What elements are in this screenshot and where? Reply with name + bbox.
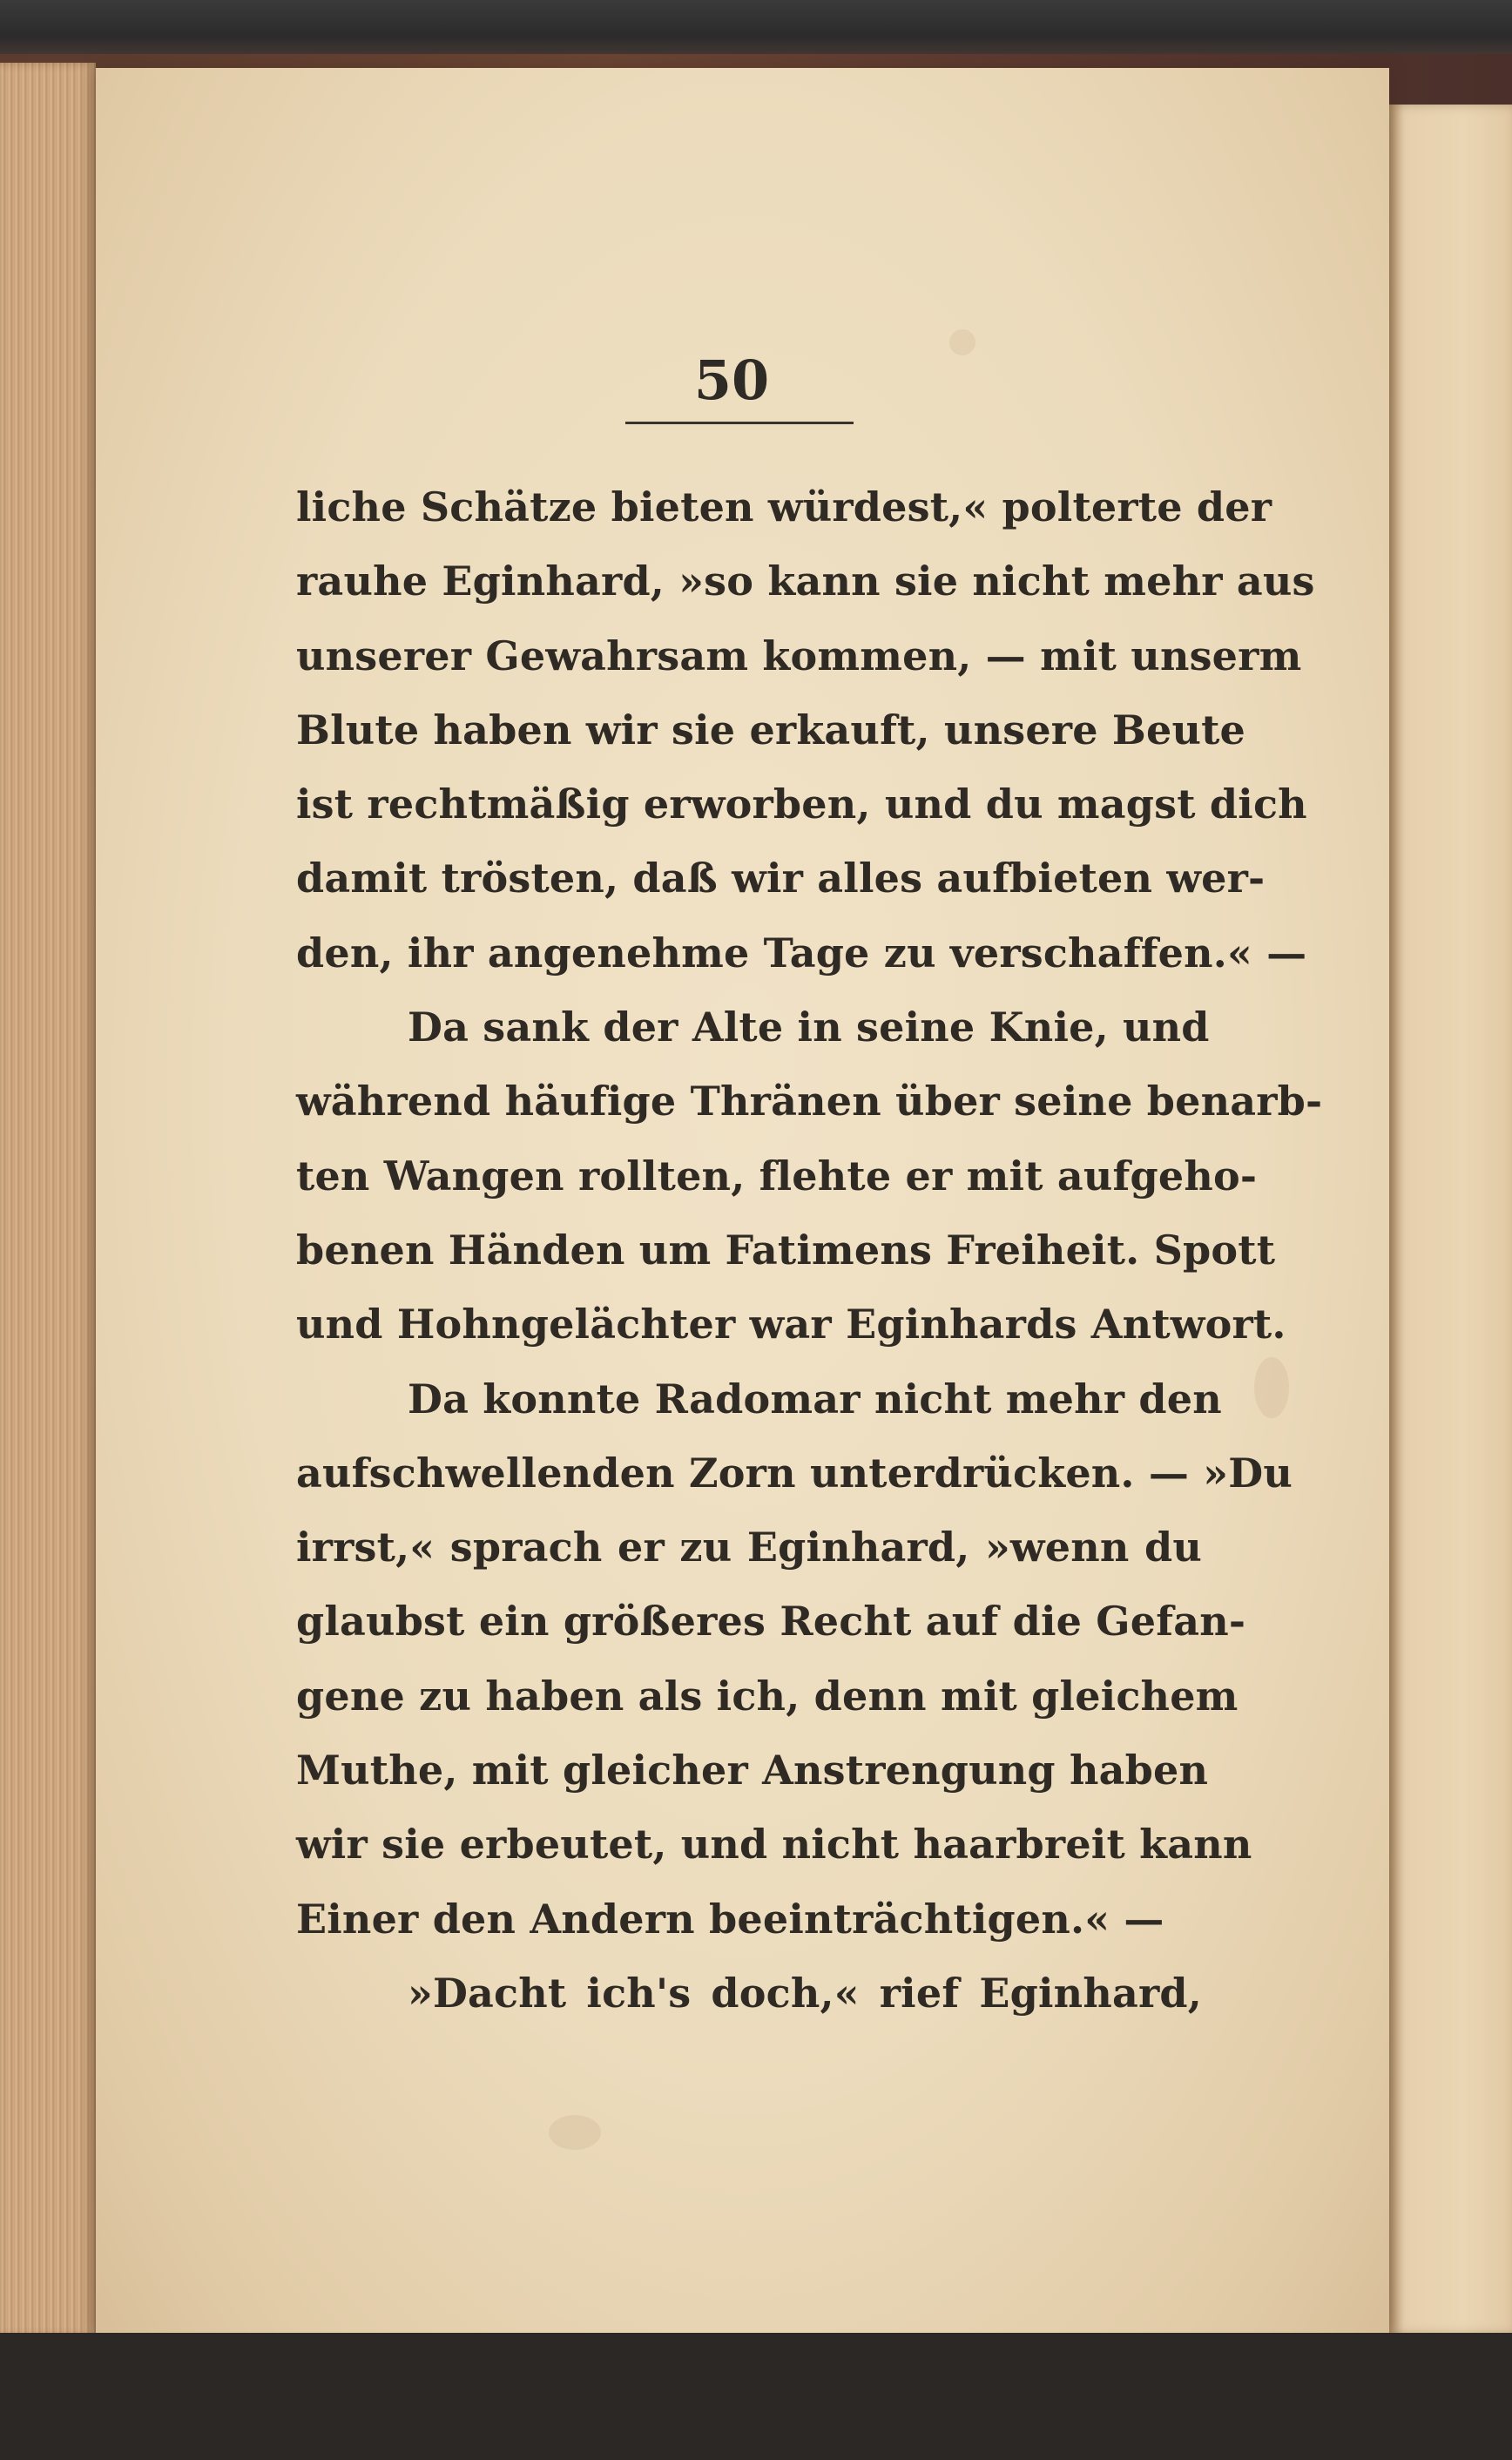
header-rule (625, 422, 854, 424)
text-line: rauhe Eginhard, »so kann sie nicht mehr aus (296, 558, 1315, 605)
text-line: Einer den Andern beeinträchtigen.« — (296, 1895, 1164, 1943)
body-text (296, 470, 1323, 2031)
page-edges-left (0, 63, 96, 2336)
background-bottom (0, 2333, 1512, 2460)
paper-stain (1254, 1357, 1289, 1418)
text-line: Muthe, mit gleicher Anstrengung haben (296, 1747, 1209, 1794)
page-number: 50 (693, 348, 770, 412)
text-line: glaubst ein größeres Recht auf die Gefan- (296, 1598, 1246, 1646)
paper-stain (949, 329, 975, 355)
text-line: aufschwellenden Zorn unterdrücken. — »Du (296, 1449, 1293, 1497)
facing-page-edge (1389, 105, 1512, 2335)
background-top (0, 0, 1512, 61)
text-line: unserer Gewahrsam kommen, — mit unserm (296, 632, 1302, 679)
text-line: »Dacht ich's doch,« rief Eginhard, (408, 1969, 1202, 2017)
text-line: liche Schätze bieten würdest,« polterte der (296, 483, 1272, 531)
text-line: benen Händen um Fatimens Freiheit. Spott (296, 1226, 1276, 1274)
text-line: und Hohngelächter war Eginhards Antwort. (296, 1301, 1286, 1348)
text-line: Blute haben wir sie erkauft, unsere Beute (296, 706, 1246, 754)
paper-stain (549, 2115, 601, 2150)
text-line: ten Wangen rollten, flehte er mit aufgeho- (296, 1152, 1258, 1200)
text-line: während häufige Thränen über seine benarb- (296, 1078, 1323, 1125)
text-line: irrst,« sprach er zu Eginhard, »wenn du (296, 1524, 1202, 1571)
text-line: Da sank der Alte in seine Knie, und (408, 1004, 1210, 1051)
text-line: damit trösten, daß wir alles aufbieten wer- (296, 855, 1266, 902)
text-line: wir sie erbeutet, und nicht haarbreit kann (296, 1821, 1252, 1869)
text-line: den, ihr angenehme Tage zu verschaffen.« — (296, 929, 1307, 977)
text-line: ist rechtmäßig erworben, und du magst dich (296, 781, 1307, 828)
text-line: Da konnte Radomar nicht mehr den (408, 1375, 1222, 1423)
text-line: gene zu haben als ich, denn mit gleichem (296, 1672, 1239, 1720)
